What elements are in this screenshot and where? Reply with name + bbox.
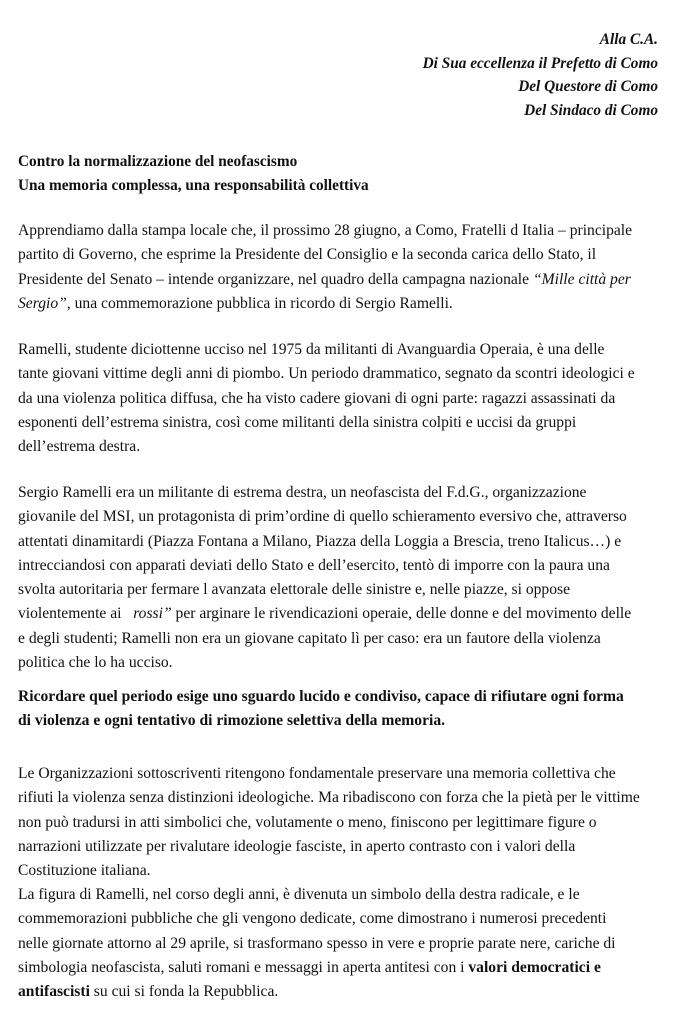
paragraph-announcement [18, 219, 668, 316]
text-line: Costituzione italiana. [18, 862, 151, 880]
address-line: Alla C.A. [599, 31, 658, 48]
text-segment: , una commemorazione pubblica in ricordo di Sergio Ramelli. [66, 294, 453, 312]
text-line: narrazioni utilizzate per rivalutare ideologie fasciste, in aperto contrasto con i valori della [18, 837, 576, 855]
text-line: giovanile del MSI, un protagonista di prim’ordine di quello schieramento eversivo che, attraverso [18, 508, 627, 526]
paragraph-ramelli-profile [18, 481, 668, 675]
text-line: nelle giornate attorno al 29 aprile, si trasformano spesso in vere e proprie parate nere, cariche di [18, 934, 616, 952]
text-segment: simbologia neofascista, saluti romani e messaggi in aperta antitesi con i [18, 958, 469, 976]
text-line [18, 956, 668, 980]
emphasis-values: valori democratici e [468, 958, 601, 976]
text-line [18, 268, 668, 292]
text-line: politica che lo ha ucciso. [18, 654, 173, 672]
paragraph-organizations [18, 762, 668, 883]
paragraph-emphasis [18, 685, 668, 734]
text-line: Sergio Ramelli era un militante di estrema destra, un neofascista del F.d.G., organizzazione [18, 484, 587, 501]
text-line: Ramelli, studente diciottenne ucciso nel 1975 da militanti di Avanguardia Operaia, è una delle [18, 341, 605, 358]
text-line: partito di Governo, che esprime la Presidente del Consiglio e la seconda carica dello Stato, il [18, 246, 597, 264]
address-line: Del Questore di Como [518, 78, 658, 95]
text-line: attentati dinamitardi (Piazza Fontana a Milano, Piazza della Loggia a Brescia, treno Italicus…) e [18, 532, 622, 550]
text-line: di violenza e ogni tentativo di rimozione selettiva della memoria. [18, 712, 446, 730]
text-line: Apprendiamo dalla stampa locale che, il prossimo 28 giugno, a Como, Fratelli d Italia – principale [18, 222, 633, 239]
paragraph-context [18, 338, 668, 459]
address-line: Del Sindaco di Como [524, 101, 658, 119]
text-line: da una violenza politica diffusa, che ha visto cadere giovani di ogni parte: ragazzi assassinati da [18, 389, 616, 407]
text-line [18, 292, 668, 316]
title-line-2: Una memoria complessa, una responsabilità collettiva [18, 177, 369, 194]
recipient-address-block [423, 28, 658, 122]
text-line: svolta autoritaria per fermare l avanzata elettorale delle sinistre e, nelle piazze, si oppose [18, 581, 571, 599]
emphasis-antifascisti: antifascisti [18, 983, 90, 1001]
campaign-name: “Mille città per [532, 270, 631, 288]
text-line [18, 602, 668, 626]
text-line [18, 980, 668, 1004]
paragraph-commemorations [18, 883, 668, 1004]
text-line: Le Organizzazioni sottoscriventi ritengono fondamentale preservare una memoria collettiva che [18, 765, 616, 782]
text-line: tante giovani vittime degli anni di piombo. Un periodo drammatico, segnato da scontri ideologici e [18, 365, 635, 383]
text-line: La figura di Ramelli, nel corso degli anni, è divenuta un simbolo della destra radicale, e le [18, 886, 580, 903]
quoted-term: rossi” [133, 605, 172, 623]
address-line: Di Sua eccellenza il Prefetto di Como [422, 54, 658, 72]
text-line: rifiuti la violenza senza distinzioni ideologiche. Ma ribadiscono con forza che la pietà per le vittime [18, 789, 640, 807]
text-line: Ricordare quel periodo esige uno sguardo lucido e condiviso, capace di rifiutare ogni forma [18, 688, 624, 705]
text-segment: violentemente ai [18, 605, 134, 623]
campaign-name-cont: Sergio” [18, 294, 67, 312]
text-line: commemorazioni pubbliche che gli vengono dedicate, come dimostrano i numerosi precedenti [18, 910, 607, 928]
text-line: dell’estrema destra. [18, 438, 141, 456]
text-line: e degli studenti; Ramelli non era un giovane capitato lì per caso: era un fautore della violenza [18, 629, 601, 647]
text-line: esponenti dell’estrema sinistra, così come militanti della sinistra colpiti e uccisi da gruppi [18, 413, 577, 431]
text-segment: su cui si fonda la Repubblica. [89, 983, 279, 1001]
text-segment: Presidente del Senato – intende organizzare, nel quadro della campagna nazionale [18, 270, 533, 288]
text-line: intrecciandosi con apparati deviati dello Stato e dell’esercito, tentò di imporre con la paura una [18, 556, 610, 574]
document-title [18, 150, 369, 198]
title-line-1: Contro la normalizzazione del neofascismo [18, 153, 298, 170]
text-line: non può tradursi in atti simbolici che, volutamente o meno, finiscono per legittimare figure o [18, 813, 597, 831]
text-segment: per arginare le rivendicazioni operaie, delle donne e del movimento delle [171, 605, 632, 623]
